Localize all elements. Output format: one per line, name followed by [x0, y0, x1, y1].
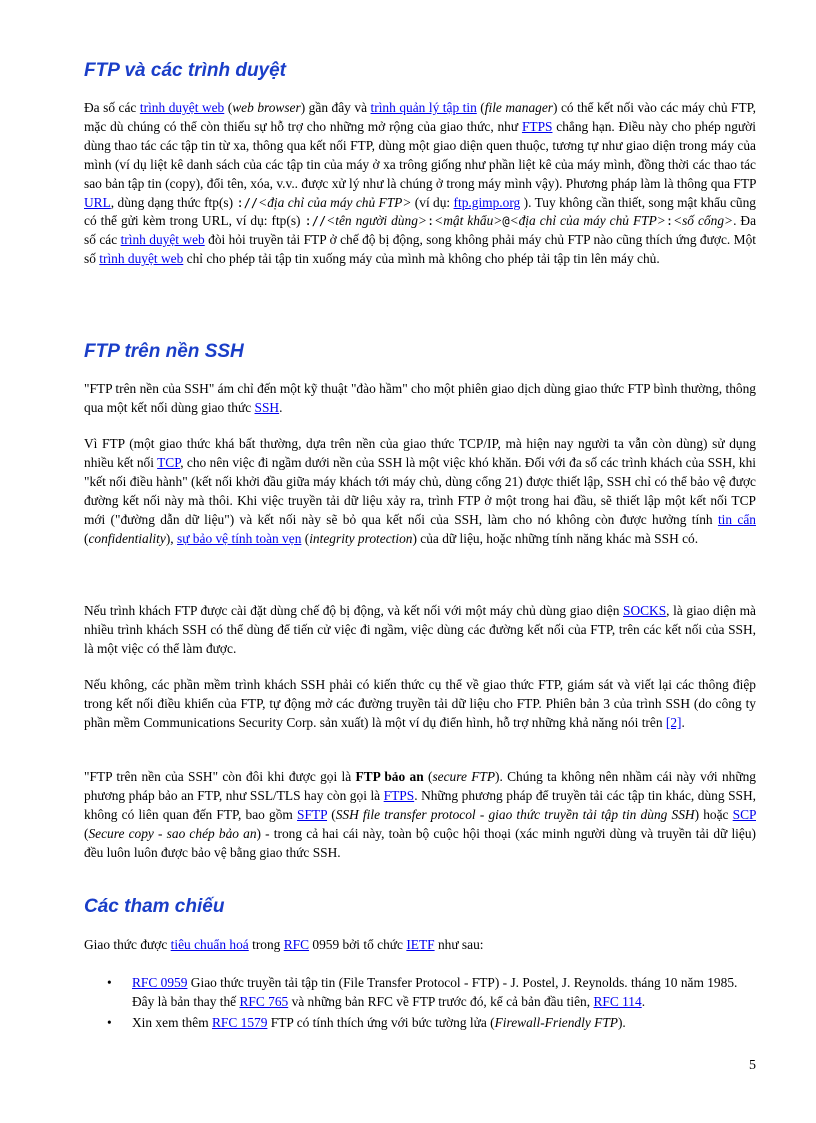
paragraph-references-intro: Giao thức được tiêu chuẩn hoá trong RFC 0959 bởi tổ chức IETF như sau:: [84, 937, 484, 952]
link-sftp[interactable]: SFTP: [297, 806, 328, 822]
link-reference-2[interactable]: [2]: [665, 714, 682, 730]
paragraph-ftp-browsers: Đa số các trình duyệt web (web browser) gần đây và trình quản lý tập tin (file manager) có thể kết nối vào các máy chủ FTP, mặc dù chúng có thể còn thiếu sự hỗ trợ cho những mở rộng của giao thức, như FTPS chẳng hạn. Điều này cho phép người dùng thao tác các tập tin từ xa, thông qua kết nối FTP, dùng một giao diện quen thuộc, tương tự như giao diện trong máy của mình (ví dụ liệt kê danh sách của các tập tin của máy ở xa trông giống như phần liệt kê của máy mình, đồng thời các thao tác sao bản tập tin (copy), đổi tên, xóa, v.v.. được xử lý như là chúng ở trong máy mình vậy). Phương pháp làm là thông qua FTP URL, dùng dạng thức ftp(s) ://<địa chỉ của máy chủ FTP> (ví dụ: ftp.gimp.org ). Tuy không cần thiết, song mật khẩu cũng có thể gửi kèm trong URL, ví dụ: ftp(s) ://<tên người dùng>:<mật khẩu>@<địa chỉ của máy chủ FTP>:<số cổng>. Đa số các trình duyệt web đòi hỏi truyền tải FTP ở chế độ bị động, song không phải máy chủ FTP nào cũng thích ứng được. Một số trình duyệt web chỉ cho phép tải tập tin xuống máy của mình mà không cho phép tải tập tin lên máy chủ.: [84, 100, 757, 267]
section-heading-ftp-over-ssh: FTP trên nền SSH: [84, 341, 244, 362]
link-ietf[interactable]: IETF: [406, 937, 435, 952]
link-tcp[interactable]: TCP: [157, 454, 181, 470]
link-url[interactable]: URL: [84, 194, 111, 210]
link-standardization[interactable]: tiêu chuẩn hoá: [170, 937, 249, 952]
link-ftp-gimp[interactable]: ftp.gimp.org: [453, 194, 521, 210]
link-integrity-protection[interactable]: sự bảo vệ tính toàn vẹn: [176, 530, 302, 546]
link-socks[interactable]: SOCKS: [623, 603, 667, 618]
link-ssh[interactable]: SSH: [254, 399, 280, 415]
link-ftps[interactable]: FTPS: [521, 118, 553, 134]
link-web-browser-3[interactable]: trình duyệt web: [99, 251, 184, 267]
paragraph-secure-ftp: "FTP trên nền của SSH" còn đôi khi được gọi là FTP bảo an (secure FTP). Chúng ta không nên nhầm cái này với những phương pháp bảo an FTP, như SSL/TLS hay còn gọi là FTPS. Những phương pháp để truyền tải các tập tin khác, dùng SSH, không có liên quan đến FTP, bao gồm SFTP (SSH file transfer protocol - giao thức truyền tải tập tin dùng SSH) hoặc SCP (Secure copy - sao chép bảo an) - trong cả hai cái này, toàn bộ cuộc hội thoại (xác minh người dùng và truyền tải dữ liệu) đều luôn luôn được bảo vệ bằng giao thức SSH.: [84, 769, 757, 860]
page-number: 5: [749, 1058, 756, 1073]
link-ftps-2[interactable]: FTPS: [383, 787, 415, 803]
link-rfc[interactable]: RFC: [283, 937, 310, 952]
paragraph-ssh-tunnel: "FTP trên nền của SSH" ám chỉ đến một kỹ thuật "đào hầm" cho một phiên giao dịch dùng giao thức FTP bình thường, thông qua một kết nối dùng giao thức SSH.: [84, 381, 756, 415]
paragraph-tcp-connections: Vì FTP (một giao thức khá bất thường, dựa trên nền của giao thức TCP/IP, mà hiện nay người ta vẫn còn dùng) sử dụng nhiều kết nối TCP, cho nên việc đi ngầm dưới nền của SSH là một việc khó khăn. Đối với đa số các trình khách của SSH, khi "kết nối điều hành" (kết nối khởi đầu giữa máy khách tới máy chủ, dùng cổng 21) được thiết lập, SSH chỉ có thể bảo vệ được đường kết nối này mà thôi. Khi việc truyền tải dữ liệu xảy ra, trình FTP ở một trong hai đầu, sẽ thiết lập một kết nối TCP mới ("đường dẫn dữ liệu") và kết nối này sẽ bỏ qua kết nối của SSH, làm cho nó không còn được hưởng tính tin cẩn (confidentiality), sự bảo vệ tính toàn vẹn (integrity protection) của dữ liệu, hoặc những tính năng khác mà SSH có.: [84, 436, 756, 546]
link-rfc-1579[interactable]: RFC 1579: [211, 1014, 268, 1030]
link-rfc-765[interactable]: RFC 765: [239, 993, 289, 1009]
link-rfc-114[interactable]: RFC 114: [593, 993, 642, 1009]
paragraph-ssh-clients: Nếu không, các phần mềm trình khách SSH phải có kiến thức cụ thể về giao thức FTP, giám sát và viết lại các thông điệp trong kết nối điều khiển của FTP, tự động mở các đường truyền tải dữ liệu cho FTP. Phiên bản 3 của trình SSH (do công ty phần mềm Communications Security Corp. sản xuất) là một ví dụ điển hình, hỗ trợ những khả năng nói trên [2].: [84, 677, 756, 730]
link-scp[interactable]: SCP: [732, 806, 756, 822]
references-list: [84, 974, 756, 1035]
bullet-icon: •: [107, 975, 112, 990]
link-confidentiality[interactable]: tin cẩn: [717, 511, 756, 527]
bullet-icon: •: [107, 1014, 112, 1030]
link-web-browser[interactable]: trình duyệt web: [139, 100, 225, 115]
link-web-browser-2[interactable]: trình duyệt web: [120, 232, 205, 248]
section-heading-references: Các tham chiếu: [84, 896, 225, 917]
section-heading-ftp-browsers: FTP và các trình duyệt: [84, 60, 287, 81]
list-item: • RFC 0959 Giao thức truyền tải tập tin (File Transfer Protocol - FTP) - J. Postel, J. Reynolds. tháng 10 năm 1985. Đây là bản thay thế RFC 765 và những bản RFC về FTP trước đó, kể cả bản đầu tiên, RFC 114.: [107, 975, 738, 1009]
link-rfc-0959[interactable]: RFC 0959: [132, 975, 188, 990]
paragraph-socks: Nếu trình khách FTP được cài đặt dùng chế độ bị động, và kết nối với một máy chủ dùng giao diện SOCKS, là giao diện mà nhiều trình khách SSH có thể dùng để tiến cử việc đi ngầm, việc dùng các đường kết nối của FTP, trên các kết nối của SSH, là một việc có thể làm được.: [84, 603, 756, 656]
link-file-manager[interactable]: trình quản lý tập tin: [370, 100, 477, 115]
list-item: • Xin xem thêm RFC 1579 FTP có tính thích ứng với bức tường lửa (Firewall-Friendly FTP).: [84, 1014, 756, 1033]
